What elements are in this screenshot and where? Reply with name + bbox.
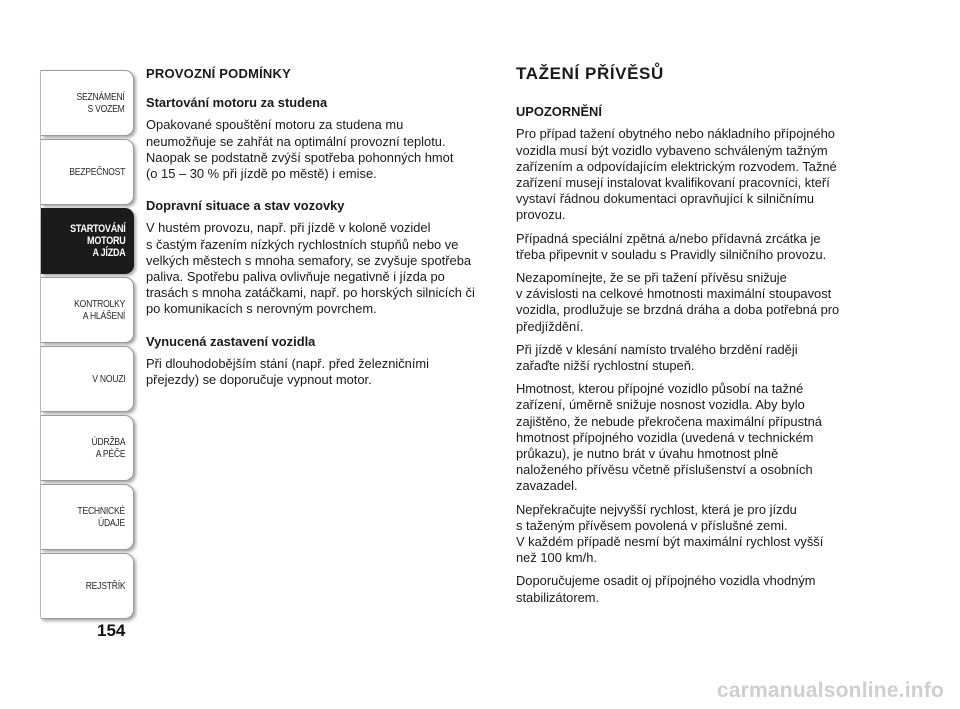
tab-label: KONTROLKY A HLÁŠENÍ [74, 298, 125, 322]
tab-label: V NOUZI [91, 373, 125, 385]
paragraph: Hmotnost, kterou přípojné vozidlo působí na tažné zařízení, úměrně snižuje nosnost vozidla. Aby bylo zajištěno, že nebude překročena maximální přípustná hmotnost přípojného vozidla (uvedená v technickém průkazu), je nutno brát v úvahu hmotnost plně naloženého přívěsu včetně příslušenství a osobních zavazadel. [516, 381, 822, 494]
subsection-title: Vynucená zastavení vozidla [146, 333, 316, 349]
paragraph: V hustém provozu, např. při jízdě v koloně vozidel s častým řazením nízkých rychlostních stupňů nebo ve velkých městech s mnoha semafory, se zvyšuje spotřeba paliva. Spotřebu paliva ovlivňuje negativně i jízda po trasách s mnoha zatáčkami, např. po horských silnicích či po komunikacích s nerovným povrchem. [146, 220, 475, 317]
tab-startovani-motoru-a-jizda[interactable] [41, 208, 134, 274]
tab-udrzba-a-pece[interactable] [41, 415, 134, 481]
left-column [146, 66, 502, 395]
page-number: 154 [97, 621, 126, 640]
tab-label: TECHNICKÉ ÚDAJE [77, 505, 125, 529]
tab-technicke-udaje[interactable] [41, 484, 134, 550]
tab-v-nouzi[interactable] [41, 346, 134, 412]
paragraph: Pro případ tažení obytného nebo nákladního přípojného vozidla musí být vozidlo vybaveno schváleným tažným zařízením a odpovídajícím elektrickým rozvodem. Tažné zařízení musejí instalovat kvalifikovaní pracovníci, kteří vystaví řádnou dokumentaci opravňující k silničnímu provozu. [516, 126, 837, 223]
tab-bezpecnost[interactable] [41, 139, 134, 205]
subsection-title: Startování motoru za studena [146, 95, 328, 111]
tab-label: BEZPEČNOST [69, 166, 125, 178]
tab-seznameni-s-vozem[interactable] [41, 70, 134, 136]
paragraph: Při dlouhodobějším stání (např. před železničními přejezdy) se doporučuje vypnout motor. [146, 355, 430, 388]
tab-label: REJSTŘÍK [85, 580, 125, 592]
tab-label: SEZNÁMENÍ S VOZEM [76, 91, 125, 115]
tab-label: ÚDRŽBA A PÉČE [91, 436, 125, 460]
right-column [516, 66, 876, 613]
section-title: PROVOZNÍ PODMÍNKY [146, 66, 291, 81]
tab-kontrolky-a-hlaseni[interactable] [41, 277, 134, 343]
paragraph: Opakované spouštění motoru za studena mu neumožňuje se zahřát na optimální provozní teplotu. Naopak se podstatně zvýší spotřeba pohonných hmot (o 15 – 30 % při jízdě po městě) i emise. [146, 117, 454, 182]
chapter-title: TAŽENÍ PŘÍVĚSŮ [516, 64, 664, 83]
paragraph: Doporučujeme osadit oj přípojného vozidla vhodným stabilizátorem. [516, 573, 816, 605]
watermark: carmanualsonline.info [716, 679, 944, 702]
warning-title: UPOZORNĚNÍ [516, 104, 602, 120]
paragraph: Při jízdě v klesání namísto trvalého brzdění raději zařaďte nižší rychlostní stupeň. [516, 341, 798, 374]
tab-label: STARTOVÁNÍ MOTORU A JÍZDA [69, 223, 125, 259]
paragraph: Nepřekračujte nejvyšší rychlost, která je pro jízdu s taženým přívěsem povolená v příslušné zemi. V každém případě nesmí být maximální rychlost vyšší než 100 km/h. [516, 501, 824, 566]
subsection-title: Dopravní situace a stav vozovky [146, 198, 345, 214]
tab-rejstrik[interactable] [41, 553, 134, 619]
paragraph: Nezapomínejte, že se při tažení přívěsu snižuje v závislosti na celkové hmotnosti maximální stoupavost vozidla, prodlužuje se brzdná dráha a doba potřebná pro předjíždění. [516, 270, 840, 334]
paragraph: Případná speciální zpětná a/nebo přídavná zrcátka je třeba připevnit v souladu s Pravidly silničního provozu. [516, 230, 827, 262]
